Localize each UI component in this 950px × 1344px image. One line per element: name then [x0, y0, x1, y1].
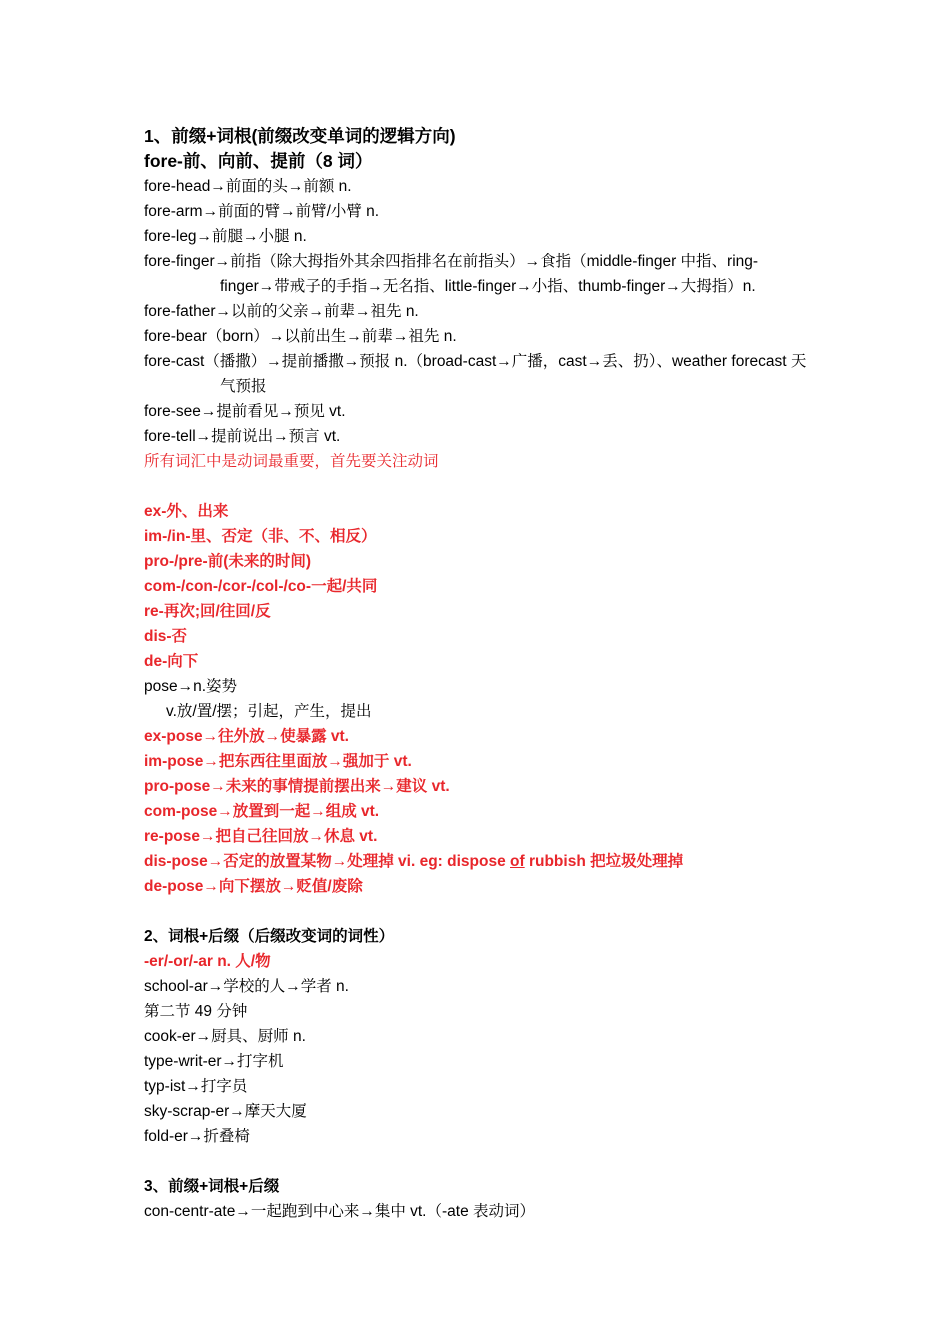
verb-importance-note: 所有词汇中是动词最重要，首先要关注动词: [144, 453, 439, 470]
pose-verb-line: v.放/置/摆；引起，产生，提出: [166, 703, 372, 720]
forecast-line-2: 气预报: [220, 378, 267, 395]
forefinger-line-2: finger→带戒子的手指→无名指、little-finger→小指、thumb-finger→大拇指）n.: [220, 278, 756, 295]
pose-word-item: ex-pose→往外放→使暴露 vt.: [144, 728, 349, 745]
prefix-item: de-向下: [144, 653, 199, 670]
prefix-item: im-/in-里、否定（非、不、相反）: [144, 528, 377, 545]
pose-word-item: im-pose→把东西往里面放→强加于 vt.: [144, 753, 412, 770]
document-body: [144, 124, 808, 1224]
section-3-title: 3、前缀+词根+后缀: [144, 1178, 280, 1195]
suffix-heading: -er/-or/-ar n. 人/物: [144, 953, 271, 970]
fore-item: fore-head→前面的头→前额 n.: [144, 178, 352, 195]
section-3-item: con-centr-ate→一起跑到中心来→集中 vt.（-ate 表动词）: [144, 1203, 536, 1220]
pose-noun-line: pose→n.姿势: [144, 678, 238, 695]
prefix-item: ex-外、出来: [144, 503, 229, 520]
depose-line: de-pose→向下摆放→贬值/废除: [144, 878, 363, 895]
fore-prefix-heading: fore-前、向前、提前（8 词）: [144, 151, 373, 171]
foretell-line: fore-tell→提前说出→预言 vt.: [144, 428, 341, 445]
prefix-item: com-/con-/cor-/col-/co-一起/共同: [144, 578, 378, 595]
dispose-text-b: rubbish 把垃圾处理掉: [524, 853, 684, 870]
prefix-item: re-再次;回/往回/反: [144, 603, 271, 620]
fore-item: fore-arm→前面的臂→前臂/小臂 n.: [144, 203, 380, 220]
suffix-item: type-writ-er→打字机: [144, 1053, 284, 1070]
suffix-item: 第二节 49 分钟: [144, 1003, 248, 1020]
spacer: [144, 899, 808, 924]
forebear-line: fore-bear（born）→以前出生→前辈→祖先 n.: [144, 328, 457, 345]
section-2-title: 2、词根+后缀（后缀改变词的词性）: [144, 928, 395, 945]
pose-word-item: pro-pose→未来的事情提前摆出来→建议 vt.: [144, 778, 450, 795]
forefather-line: fore-father→以前的父亲→前辈→祖先 n.: [144, 303, 419, 320]
dispose-of-underlined: of: [510, 853, 525, 870]
fore-item: fore-leg→前腿→小腿 n.: [144, 228, 307, 245]
forecast-line-1: fore-cast（播撒）→提前播撒→预报 n.（broad-cast→广播，cast→丢、扔）、weather forecast 天: [144, 353, 807, 370]
prefix-item: dis-否: [144, 628, 188, 645]
suffix-item: fold-er→折叠椅: [144, 1128, 250, 1145]
spacer: [144, 1149, 808, 1174]
spacer: [144, 474, 808, 499]
foresee-line: fore-see→提前看见→预见 vt.: [144, 403, 346, 420]
suffix-item: school-ar→学校的人→学者 n.: [144, 978, 349, 995]
prefix-item: pro-/pre-前(未来的时间): [144, 553, 312, 570]
pose-word-item: com-pose→放置到一起→组成 vt.: [144, 803, 380, 820]
dispose-line: [144, 849, 808, 874]
section-1-title: 1、前缀+词根(前缀改变单词的逻辑方向): [144, 126, 456, 146]
suffix-item: cook-er→厨具、厨师 n.: [144, 1028, 306, 1045]
suffix-item: sky-scrap-er→摩天大厦: [144, 1103, 307, 1120]
pose-word-item: re-pose→把自己往回放→休息 vt.: [144, 828, 378, 845]
forefinger-line-1: fore-finger→前指（除大拇指外其余四指排名在前指头）→食指（middle-finger 中指、ring-: [144, 253, 759, 270]
suffix-item: typ-ist→打字员: [144, 1078, 248, 1095]
dispose-text-a: dis-pose→否定的放置某物→处理掉 vi. eg: dispose: [144, 853, 511, 870]
